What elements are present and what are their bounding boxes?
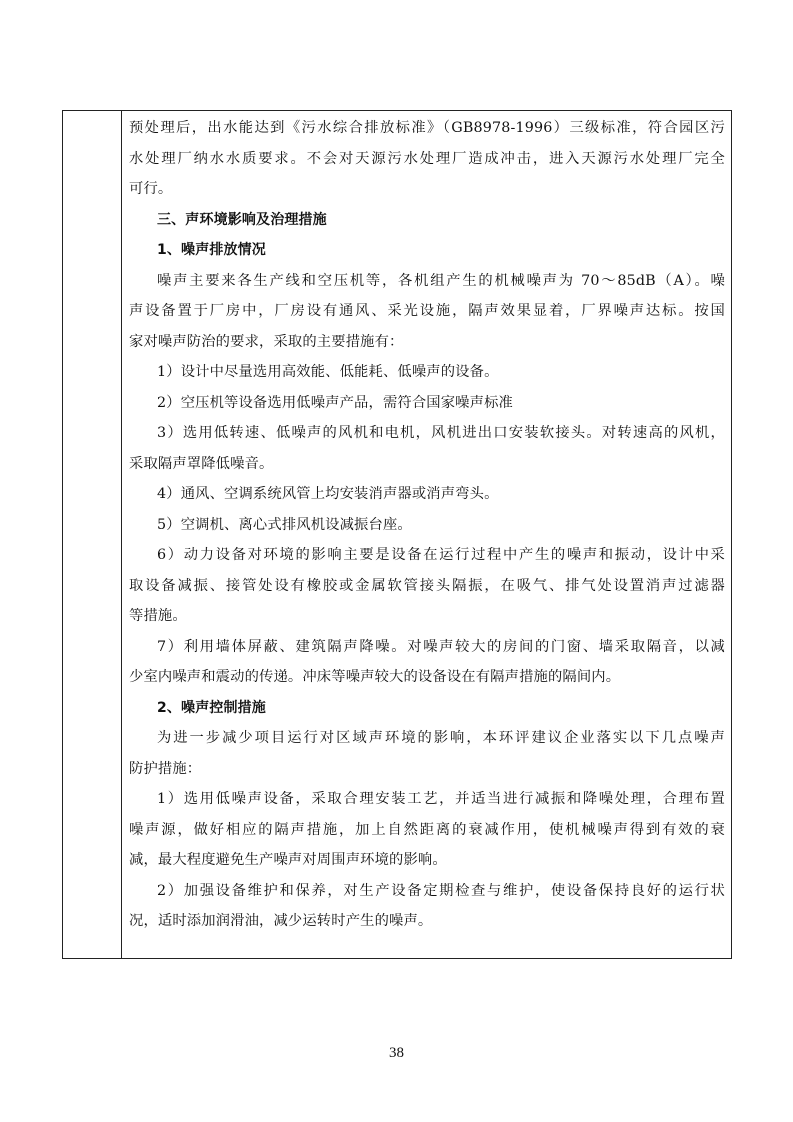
list-item: 1）选用低噪声设备，采取合理安装工艺，并适当进行减振和降噪处理，合理布置	[157, 791, 725, 807]
page-number: 38	[389, 1045, 404, 1061]
text-line: 噪声主要来各生产线和空压机等，各机组产生的机械噪声为 70～85dB（A）。噪	[157, 272, 725, 289]
text-line: 等措施。	[129, 608, 187, 624]
text-line: 噪声源，做好相应的隔声措施，加上自然距离的衰减作用，使机械噪声得到有效的衰	[129, 821, 725, 838]
table-cell-content	[129, 113, 725, 937]
text-line: 为进一步减少项目运行对区域声环境的影响，本环评建议企业落实以下几点噪声	[157, 730, 725, 746]
list-item: 2）加强设备维护和保养，对生产设备定期检查与维护，使设备保持良好的运行状	[157, 882, 725, 899]
table-column-divider	[121, 111, 122, 958]
list-item: 1）设计中尽量选用高效能、低能耗、低噪声的设备。	[157, 364, 499, 380]
content-table	[62, 110, 732, 959]
list-item: 3）选用低转速、低噪声的风机和电机，风机进出口安装软接头。对转速高的风机，	[157, 425, 725, 441]
list-item: 2）空压机等设备选用低噪声产品，需符合国家噪声标准	[157, 394, 513, 411]
list-item: 7）利用墙体屏蔽、建筑隔声降噪。对噪声较大的房间的门窗、墙采取隔音，以减	[157, 638, 725, 655]
section-heading: 三、声环境影响及治理措施	[157, 211, 327, 228]
text-line: 家对噪声防治的要求，采取的主要措施有：	[129, 333, 404, 350]
text-line: 预处理后，出水能达到《污水综合排放标准》（GB8978-1996）三级标准，符合园区污	[129, 120, 725, 136]
text-line: 减，最大程度避免生产噪声对周围声环境的影响。	[129, 852, 447, 868]
subsection-heading: 2、噪声控制措施	[157, 699, 266, 716]
text-line: 采取隔声罩降低噪音。	[129, 455, 274, 472]
text-line: 少室内噪声和震动的传递。冲床等噪声较大的设备设在有隔声措施的隔间内。	[129, 669, 621, 685]
list-item: 6）动力设备对环境的影响主要是设备在运行过程中产生的噪声和振动，设计中采	[157, 547, 725, 563]
text-line: 况，适时添加润滑油，减少运转时产生的噪声。	[129, 913, 433, 929]
text-line: 声设备置于厂房中，厂房设有通风、采光设施，隔声效果显着，厂界噪声达标。按国	[129, 303, 725, 319]
subsection-heading: 1、噪声排放情况	[157, 242, 266, 258]
list-item: 4）通风、空调系统风管上均安装消声器或消声弯头。	[157, 486, 499, 502]
text-line: 可行。	[129, 181, 173, 197]
list-item: 5）空调机、离心式排风机设减振台座。	[157, 516, 412, 533]
text-line: 取设备减振、接管处设有橡胶或金属软管接头隔振，在吸气、排气处设置消声过滤器	[129, 577, 725, 594]
text-line: 水处理厂纳水水质要求。不会对天源污水处理厂造成冲击，进入天源污水处理厂完全	[129, 150, 725, 167]
text-line: 防护措施：	[129, 760, 202, 777]
